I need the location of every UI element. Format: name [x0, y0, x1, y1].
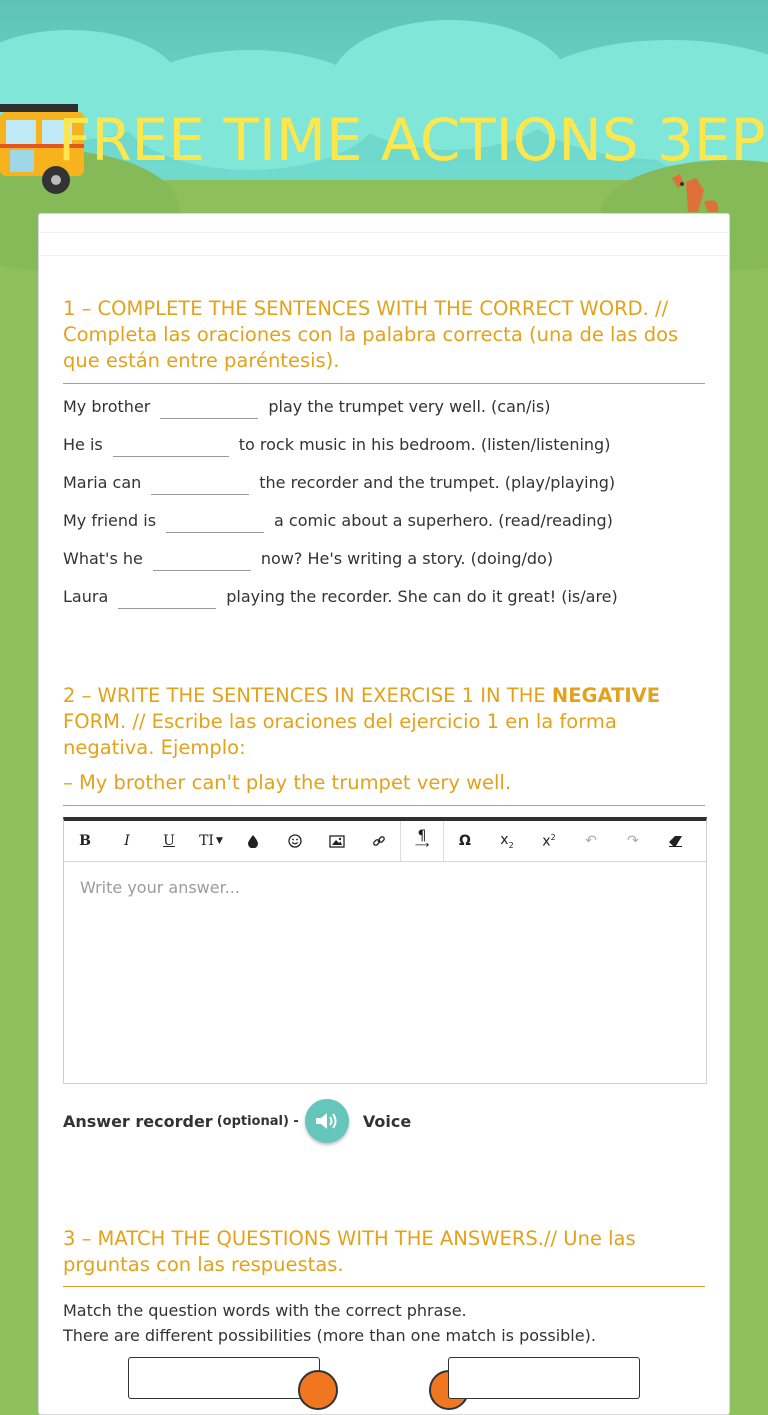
answer-recorder — [63, 1098, 411, 1144]
insert-image-button[interactable] — [316, 821, 358, 861]
recorder-label: Answer recorder — [63, 1111, 213, 1131]
sentence-2 — [63, 433, 610, 457]
section-1-divider — [63, 383, 705, 384]
speaker-icon — [314, 1110, 340, 1132]
superscript-button[interactable] — [528, 821, 570, 861]
section-2-example: – My brother can't play the trumpet very well. — [63, 771, 512, 794]
sentence-3-before: Maria can — [63, 473, 142, 492]
emoji-button[interactable] — [274, 821, 316, 861]
special-characters-button[interactable]: Ω — [459, 833, 471, 849]
sentence-4-blank[interactable] — [166, 510, 264, 533]
sentence-4-before: My friend is — [63, 511, 157, 530]
eraser-icon — [668, 835, 683, 847]
redo-icon: ↷ — [627, 833, 639, 849]
smiley-icon — [288, 834, 302, 848]
sentence-1-after: play the trumpet very well. (can/is) — [268, 397, 551, 416]
sentence-3-blank[interactable] — [151, 472, 249, 495]
italic-button[interactable]: I — [124, 833, 130, 849]
undo-icon: ↶ — [585, 833, 597, 849]
section-3-divider — [63, 1286, 705, 1287]
sentence-5-blank[interactable] — [153, 548, 251, 571]
record-voice-button[interactable] — [305, 1099, 349, 1143]
sentence-1-blank[interactable] — [160, 396, 258, 419]
sentence-3-after: the recorder and the trumpet. (play/playing) — [259, 473, 616, 492]
caret-down-icon: ▼ — [215, 836, 223, 846]
section-1-title: 1 – COMPLETE THE SENTENCES WITH THE CORRECT WORD. // Completa las oraciones con la palabra correcta (una de las dos que están entre paréntesis). — [63, 297, 679, 372]
match-instructions — [63, 1298, 596, 1348]
sentence-3 — [63, 471, 615, 495]
link-icon — [372, 834, 386, 848]
pilcrow-icon: ¶ — [417, 828, 427, 844]
subscript-icon: $x_2$ — [500, 832, 514, 850]
match-answer-box[interactable] — [448, 1357, 640, 1399]
fox-icon — [668, 172, 728, 216]
image-icon — [329, 835, 345, 848]
section-2-title-part2: FORM. // Escribe las oraciones del ejercicio 1 en la forma negativa. Ejemplo: — [63, 710, 617, 759]
insert-link-button[interactable] — [358, 821, 400, 861]
page-title: FREE TIME ACTIONS 3EP — [58, 106, 766, 174]
font-size-label: TI — [199, 833, 214, 849]
clear-formatting-button[interactable] — [654, 821, 696, 861]
section-2-divider — [63, 805, 705, 806]
redo-button[interactable] — [612, 821, 654, 861]
match-question-connector[interactable] — [298, 1370, 338, 1410]
text-color-button[interactable] — [232, 821, 274, 861]
sentence-4-after: a comic about a superhero. (read/reading) — [274, 511, 613, 530]
sentence-5-after: now? He's writing a story. (doing/do) — [260, 549, 554, 568]
sentence-1 — [63, 395, 550, 419]
sentence-2-before: He is — [63, 435, 103, 454]
font-size-button[interactable] — [190, 821, 232, 861]
sentence-6-after: playing the recorder. She can do it great! (is/are) — [226, 587, 618, 606]
sentence-6-before: Laura — [63, 587, 109, 606]
answer-textarea[interactable]: Write your answer... — [80, 878, 240, 897]
match-instructions-line-2: There are different possibilities (more than one match is possible). — [63, 1326, 596, 1345]
card-top-stripe — [39, 232, 729, 256]
section-2-title-negative: NEGATIVE — [551, 684, 661, 707]
ink-drop-icon — [247, 834, 259, 848]
subscript-button[interactable] — [486, 821, 528, 861]
undo-button[interactable] — [570, 821, 612, 861]
match-question-box[interactable] — [128, 1357, 320, 1399]
section-2-title — [63, 683, 705, 761]
sentence-6-blank[interactable] — [118, 586, 216, 609]
bold-button[interactable]: B — [79, 833, 91, 849]
sentence-5 — [63, 547, 553, 571]
section-2-title-part1: 2 – WRITE THE SENTENCES IN EXERCISE 1 IN THE — [63, 684, 546, 707]
section-3-title: 3 – MATCH THE QUESTIONS WITH THE ANSWERS.// Une las prguntas con las respuestas. — [63, 1227, 636, 1276]
sentence-2-after: to rock music in his bedroom. (listen/listening) — [238, 435, 611, 454]
sentence-4 — [63, 509, 613, 533]
arrow-right-icon: ⟶ — [414, 840, 430, 851]
match-instructions-line-1: Match the question words with the correct phrase. — [63, 1301, 467, 1320]
answer-editor — [63, 817, 707, 1084]
worksheet-card — [38, 213, 730, 1415]
sentence-2-blank[interactable] — [113, 434, 229, 457]
sentence-6 — [63, 585, 618, 609]
underline-button[interactable]: U — [163, 833, 175, 849]
sentence-1-before: My brother — [63, 397, 151, 416]
paragraph-direction-button[interactable] — [401, 821, 443, 861]
superscript-icon: $x^2$ — [542, 832, 556, 850]
sentence-5-before: What's he — [63, 549, 143, 568]
editor-toolbar — [64, 821, 706, 862]
recorder-optional-label: (optional) - — [216, 1113, 299, 1129]
voice-label: Voice — [362, 1111, 412, 1131]
